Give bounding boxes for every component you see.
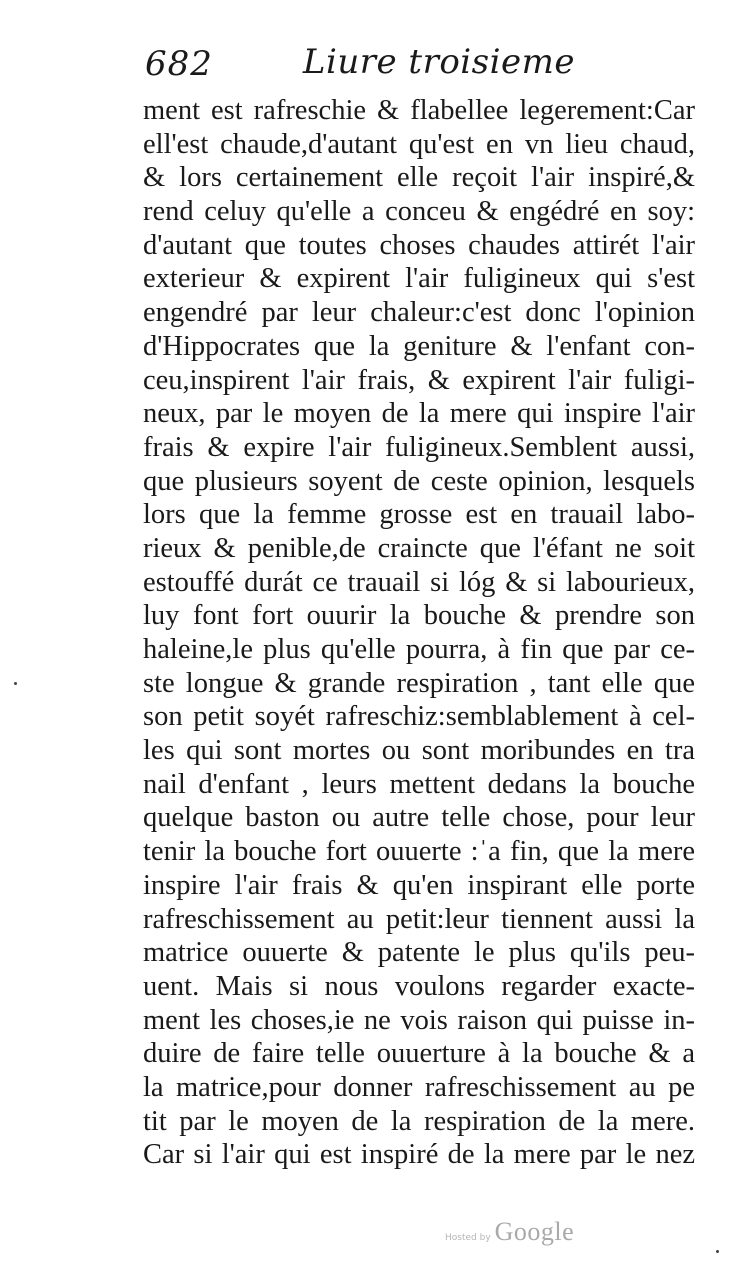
text-line: estouffé durát ce trauail si lóg & si labourieux, [143,566,695,598]
text-line: nail d'enfant , leurs mettent dedans la bouche [143,768,695,800]
text-line: la matrice,pour donner rafreschissement au pe [143,1071,695,1103]
text-line: quelque baston ou autre telle chose, pour leur [143,802,695,834]
text-line: d'autant que toutes choses chaudes attirét l'air [143,229,695,261]
text-line: ell'est chaude,d'autant qu'est en vn lieu chaud, [143,128,695,160]
running-title: Liure troisieme [302,42,575,82]
text-line: ceu,inspirent l'air frais, & expirent l'air fuligi- [143,364,695,396]
text-line: & lors certainement elle reçoit l'air inspiré,& [143,162,695,194]
text-line: rieux & penible,de craincte que l'éfant ne soit [143,532,695,564]
text-line: lors que la femme grosse est en trauail labo- [143,499,695,531]
text-line: ment les choses,ie ne vois raison qui puisse in- [143,1004,695,1036]
scan-speck [716,1250,719,1253]
watermark-prefix: Hosted by [445,1233,491,1243]
text-line: d'Hippocrates que la geniture & l'enfant con- [143,330,695,362]
text-line: luy font fort ouurir la bouche & prendre son [143,600,695,632]
text-line: Car si l'air qui est inspiré de la mere par le nez [143,1139,695,1171]
text-line: son petit soyét rafreschiz:semblablement à cel- [143,701,695,733]
text-line: rafreschissement au petit:leur tiennent aussi la [143,903,695,935]
text-line: les qui sont mortes ou sont moribundes en tra [143,735,695,767]
text-line: que plusieurs soyent de ceste opinion, lesquels [143,465,695,497]
text-line: exterieur & expirent l'air fuligineux qui s'est [143,263,695,295]
scan-speck [14,682,17,685]
page-number: 682 [145,44,213,84]
text-line: tit par le moyen de la respiration de la mere. [143,1105,695,1137]
page-header [145,40,575,92]
text-line: rend celuy qu'elle a conceu & engédré en soy: [143,196,695,228]
google-watermark [445,1217,574,1247]
text-line: frais & expire l'air fuligineux.Semblent aussi, [143,431,695,463]
text-line: ment est rafreschie & flabellee legerement:Car [143,95,695,126]
text-line: haleine,le plus qu'elle pourra, à fin que par ce- [143,634,695,665]
text-line: tenir la bouche fort ouuerte :ˈa fin, que la mere [143,836,695,868]
text-line: neux, par le moyen de la mere qui inspire l'air [143,398,695,430]
text-line: inspire l'air frais & qu'en inspirant elle porte [143,869,695,901]
text-line: matrice ouuerte & patente le plus qu'ils peu- [143,937,695,969]
text-line: duire de faire telle ouuerture à la bouche & a [143,1038,695,1070]
google-logo: Google [494,1217,575,1246]
body-text [143,94,703,1172]
text-line: ste longue & grande respiration , tant elle que [143,667,695,699]
text-line: uent. Mais si nous voulons regarder exacte- [143,970,695,1002]
text-line: engendré par leur chaleur:c'est donc l'opinion [143,297,695,329]
